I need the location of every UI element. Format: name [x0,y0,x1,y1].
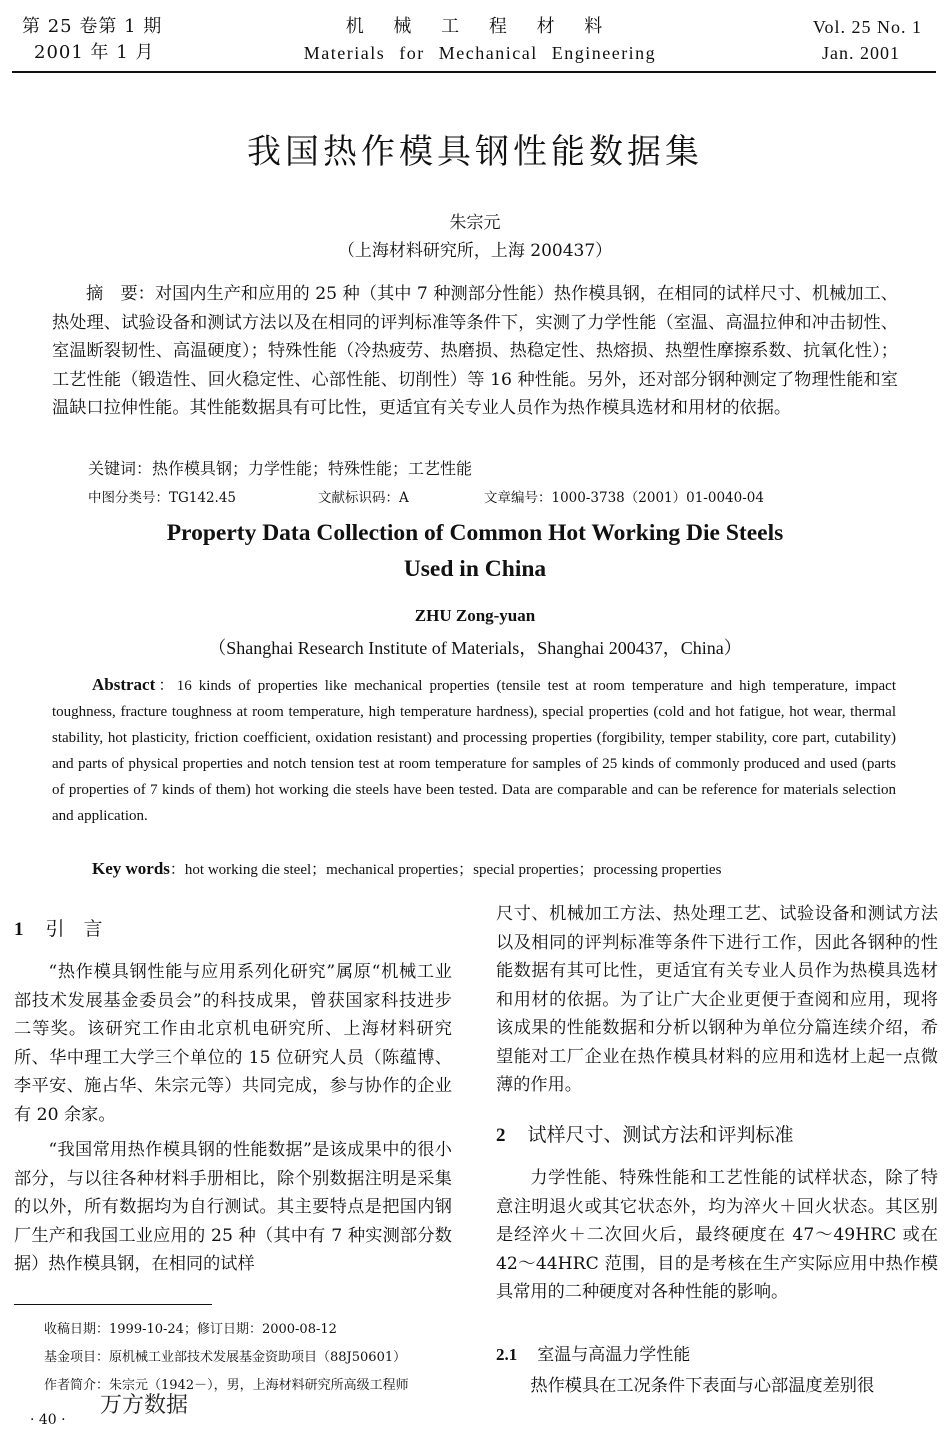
affiliation-cn: （上海材料研究所，上海 200437） [337,241,613,261]
section1-title: 引 言 [45,918,103,940]
section2-number: 2 [496,1125,506,1146]
section1-para2: “我国常用热作模具钢的性能数据”是该成果中的很小部分，与以往各种材料手册相比，除个别数据注明是采集的以外，所有数据均为自行测试。其主要特点是把国内钢厂生产和我国工业应用的 25 种（其中有 7 种实测部分数据）热作模具钢，在相同的试样 [14,1140,452,1274]
article-number: 文章编号：1000-3738（2001）01-0040-04 [484,490,764,506]
author-en: ZHU Zong-yuan [414,606,536,625]
title-cn: 我国热作模具钢性能数据集 [247,132,703,172]
journal-title-cn: 机 械 工 程 材 料 [345,16,615,37]
abstract-en-text: ：16 kinds of properties like mechanical properties (tensile test at room temperature and high temperature, impact toughness, fracture toughness at room temperature, high temperature hardness), special properties (cold and hot fatigue, hot wear, thermal stability, hot plasticity, friction coefficient, oxidation resistant) and processing properties (forgibility, temper stability, core part, cutability) and parts of physical properties and notch tension test at room temperature for samples of 25 kinds of commonly produced and used (parts of properties of 7 kinds of them) hot working die steels have been tested. Data are comparable and can be reference for materials selection and application. [52,678,896,824]
abstract-en [52,672,896,829]
footnote-received: 收稿日期：1999-10-24；修订日期：2000-08-12 [44,1322,337,1337]
abstract-en-label: Abstract [92,675,156,694]
section2-para: 力学性能、特殊性能和工艺性能的试样状态，除了特意注明退火或其它状态外，均为淬火＋回火状态。其区别是经淬火＋二次回火后，最终硬度在 47～49HRC 或在 42～44HRC 范围，目的是考核在生产实际应用中热作模具常用的二种硬度对各种性能的影响。 [496,1168,938,1302]
journal-title-en: Materials for Mechanical Engineering [303,43,657,63]
abstract-cn [52,280,898,423]
date-en: Jan. 2001 [822,43,900,63]
footnote-author-bio: 作者简介：朱宗元（1942－），男，上海材料研究所高级工程师 [44,1378,409,1393]
footnote-fund: 基金项目：原机械工业部技术发展基金资助项目（88J50601） [44,1350,407,1365]
section2-1-para: 热作模具在工况条件下表面与心部温度差别很 [530,1376,875,1396]
abstract-cn-text: 对国内生产和应用的 25 种（其中 7 种测部分性能）热作模具钢，在相同的试样尺寸、机械加工、热处理、试验设备和测试方法以及在相同的评判标准等条件下，实测了力学性能（室温、高温拉伸和冲击韧性、室温断裂韧性、高温硬度）；特殊性能（冷热疲劳、热磨损、热稳定性、热熔损、热塑性摩擦系数、抗氧化性）；工艺性能（锻造性、回火稳定性、心部性能、切削性）等 16 种性能。另外，还对部分钢种测定了物理性能和室温缺口拉伸性能。其性能数据具有可比性，更适宜有关专业人员作为热作模具选材和用材的依据。 [52,284,898,418]
footnote-rule [14,1304,212,1305]
document-code: 文献标识码：A [318,490,409,506]
watermark-text: 万方数据 [100,1393,189,1418]
title-en-line1: Property Data Collection of Common Hot Working Die Steels [166,520,784,546]
section2-heading [496,1120,794,1147]
keywords-en-label: Key words [92,859,170,878]
section1-number: 1 [14,919,24,940]
section1-heading [14,914,103,941]
clc-number: 中图分类号：TG142.45 [88,490,237,506]
header-rule [12,71,936,73]
title-en-line2: Used in China [403,556,547,582]
abstract-cn-label: 摘 要： [86,284,155,304]
volume-issue-cn: 第 25 卷第 1 期 [22,16,163,37]
affiliation-en: （Shanghai Research Institute of Materials，Shanghai 200437，China） [208,638,742,658]
keywords-en-text: ：hot working die steel；mechanical properties；special properties；processing properties [169,862,722,878]
page-number: · 40 · [30,1412,66,1428]
author-cn: 朱宗元 [449,213,501,233]
section2-title: 试样尺寸、测试方法和评判标准 [527,1124,794,1146]
date-cn: 2001 年 1 月 [34,42,155,63]
section2-1-title: 室温与高温力学性能 [537,1345,691,1365]
keywords-cn: 关键词：热作模具钢；力学性能；特殊性能；工艺性能 [88,459,473,478]
keywords-en [92,858,721,879]
section2-1-number: 2.1 [496,1345,518,1364]
section2-1-heading [496,1340,690,1365]
section1-right-para: 尺寸、机械加工方法、热处理工艺、试验设备和测试方法以及相同的评判标准等条件下进行工作，因此各钢种的性能数据有其可比性，更适宜有关专业人员作为热模具选材和用材的依据。为了让广大企业更便于查阅和应用，现将该成果的性能数据和分析以钢种为单位分篇连续介绍，希望能对工厂企业在热作模具材料的应用和选材上起一点微薄的作用。 [496,904,938,1095]
volume-issue-en: Vol. 25 No. 1 [812,17,922,37]
section1-para1: “热作模具钢性能与应用系列化研究”属原“机械工业部技术发展基金委员会”的科技成果，曾获国家科技进步二等奖。该研究工作由北京机电研究所、上海材料研究所、华中理工大学三个单位的 15 位研究人员（陈蕴博、李平安、施占华、朱宗元等）共同完成，参与协作的企业有 20 余家。 [14,962,452,1125]
